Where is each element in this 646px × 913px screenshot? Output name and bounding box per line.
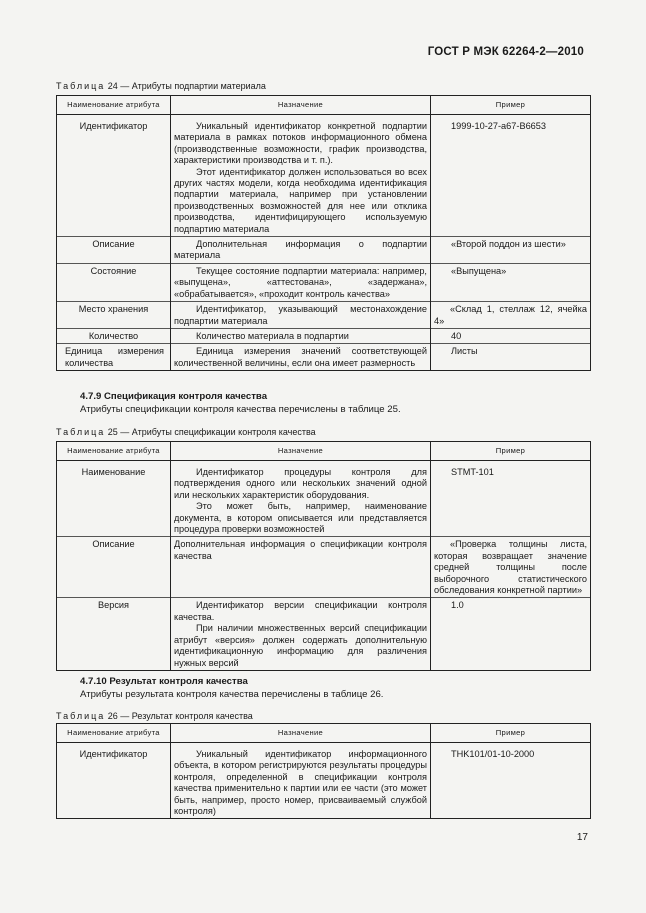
column-header-purpose: Назначение — [171, 442, 431, 461]
purpose-paragraph: Идентификатор, указывающий местонахождение подпартии материала — [174, 304, 427, 326]
example-text: «Склад 1, стеллаж 12, ячейка 4» — [434, 304, 587, 326]
column-header-purpose: Назначение — [171, 96, 431, 115]
table-row — [57, 344, 591, 371]
attribute-purpose — [171, 598, 431, 670]
purpose-paragraph: Это может быть, например, наименование документа, в котором описывается или представляется процедура проверки возможностей — [174, 501, 427, 535]
section-4-7-9-title: 4.7.9 Спецификация контроля качества — [80, 391, 268, 402]
attribute-name: Количество — [57, 328, 171, 343]
attribute-name: Единица измерения количества — [57, 344, 171, 371]
purpose-paragraph: Этот идентификатор должен использоваться во всех других частях модели, когда необходима идентификация подпартии материала, например при установлении производственных возможностей для нее или отклика производства, идентифицирующего используемую подпартию материала — [174, 166, 427, 234]
attribute-purpose — [171, 537, 431, 598]
section-4-7-9-text: Атрибуты спецификации контроля качества перечислены в таблице 25. — [80, 404, 401, 415]
table-26-caption-label: Таблица — [56, 711, 106, 721]
column-header-name: Наименование атрибута — [57, 96, 171, 115]
table-26 — [56, 723, 591, 819]
table-26-caption-text: 26 — Результат контроля качества — [105, 711, 253, 721]
purpose-paragraph: Количество материала в подпартии — [196, 330, 349, 341]
table-24 — [56, 95, 591, 371]
attribute-example — [431, 302, 591, 329]
attribute-name: Наименование — [57, 461, 171, 537]
purpose-paragraph: Идентификатор процедуры контроля для подтверждения одного или нескольких значений одной или нескольких характеристик оборудования. — [174, 467, 427, 500]
attribute-example: 1999-10-27-a67-B6653 — [431, 115, 591, 237]
table-row — [57, 461, 591, 537]
table-24-caption-text: 24 — Атрибуты подпартии материала — [105, 81, 266, 91]
attribute-name: Идентификатор — [57, 115, 171, 237]
table-row — [57, 263, 591, 301]
table-row — [57, 743, 591, 819]
page-number: 17 — [576, 832, 588, 843]
document-code: ГОСТ Р МЭК 62264-2—2010 — [427, 46, 584, 58]
purpose-paragraph: При наличии множественных версий спецификации атрибут «версия» должен содержать дополнительную идентификационную информацию для различения нужных версий — [174, 623, 427, 668]
table-25 — [56, 441, 591, 671]
attribute-purpose — [171, 302, 431, 329]
attribute-name: Место хранения — [57, 302, 171, 329]
attribute-name: Версия — [57, 598, 171, 670]
attribute-name: Описание — [57, 537, 171, 598]
table-26-caption — [56, 711, 253, 721]
purpose-paragraph: Уникальный идентификатор конкретной подпартии материала в рамках потоков информационного обмена (производственные возможности, график производства, характеристики производства и т. п.). — [174, 121, 427, 166]
attribute-example: STMT-101 — [431, 461, 591, 537]
table-24-caption-label: Таблица — [56, 81, 106, 91]
example-text: «Проверка толщины листа, которая возвращает значение средней толщины после выборочного статистического обследования конкретной партии» — [434, 539, 587, 596]
table-row — [57, 115, 591, 237]
column-header-name: Наименование атрибута — [57, 442, 171, 461]
attribute-name: Состояние — [57, 263, 171, 301]
table-25-caption — [56, 427, 316, 437]
attribute-example: Листы — [431, 344, 591, 371]
attribute-purpose — [171, 344, 431, 371]
column-header-example: Пример — [431, 96, 591, 115]
attribute-purpose — [171, 115, 431, 237]
attribute-example: «Выпущена» — [431, 263, 591, 301]
attribute-purpose — [171, 328, 431, 343]
attribute-example — [431, 537, 591, 598]
table-row — [57, 537, 591, 598]
attribute-purpose — [171, 461, 431, 537]
attribute-example: 40 — [431, 328, 591, 343]
attribute-example: 1.0 — [431, 598, 591, 670]
column-header-example: Пример — [431, 442, 591, 461]
table-row — [57, 237, 591, 264]
section-4-7-10-text: Атрибуты результата контроля качества перечислены в таблице 26. — [80, 689, 384, 700]
attribute-purpose — [171, 263, 431, 301]
table-25-caption-label: Таблица — [56, 427, 106, 437]
attribute-name: Описание — [57, 237, 171, 264]
purpose-paragraph: Идентификатор версии спецификации контроля качества. — [174, 600, 427, 622]
purpose-paragraph: Дополнительная информация о подпартии материала — [174, 239, 427, 261]
section-4-7-10-title: 4.7.10 Результат контроля качества — [80, 676, 248, 687]
table-row — [57, 598, 591, 670]
table-24-caption — [56, 81, 266, 91]
purpose-paragraph: Единица измерения значений соответствующей количественной величины, если она имеет размерность — [174, 346, 427, 368]
attribute-purpose — [171, 743, 431, 819]
column-header-example: Пример — [431, 724, 591, 743]
attribute-example: THK101/01-10-2000 — [431, 743, 591, 819]
purpose-paragraph: Дополнительная информация о спецификации контроля качества — [174, 539, 427, 561]
column-header-name: Наименование атрибута — [57, 724, 171, 743]
attribute-example: «Второй поддон из шести» — [431, 237, 591, 264]
column-header-purpose: Назначение — [171, 724, 431, 743]
table-25-caption-text: 25 — Атрибуты спецификации контроля качества — [105, 427, 316, 437]
purpose-paragraph: Текущее состояние подпартии материала: например, «выпущена», «аттестована», «задержана», «обрабатывается», «проходит контроль качества» — [174, 265, 427, 299]
attribute-purpose — [171, 237, 431, 264]
purpose-paragraph: Уникальный идентификатор информационного объекта, в котором регистрируются результаты процедуры контроля, определенной в спецификации контроля качества применительно к партии или ее части (это может быть, например, просто номер, присваиваемый службой контроля) — [174, 749, 427, 817]
attribute-name: Идентификатор — [57, 743, 171, 819]
table-row — [57, 328, 591, 343]
table-row — [57, 302, 591, 329]
